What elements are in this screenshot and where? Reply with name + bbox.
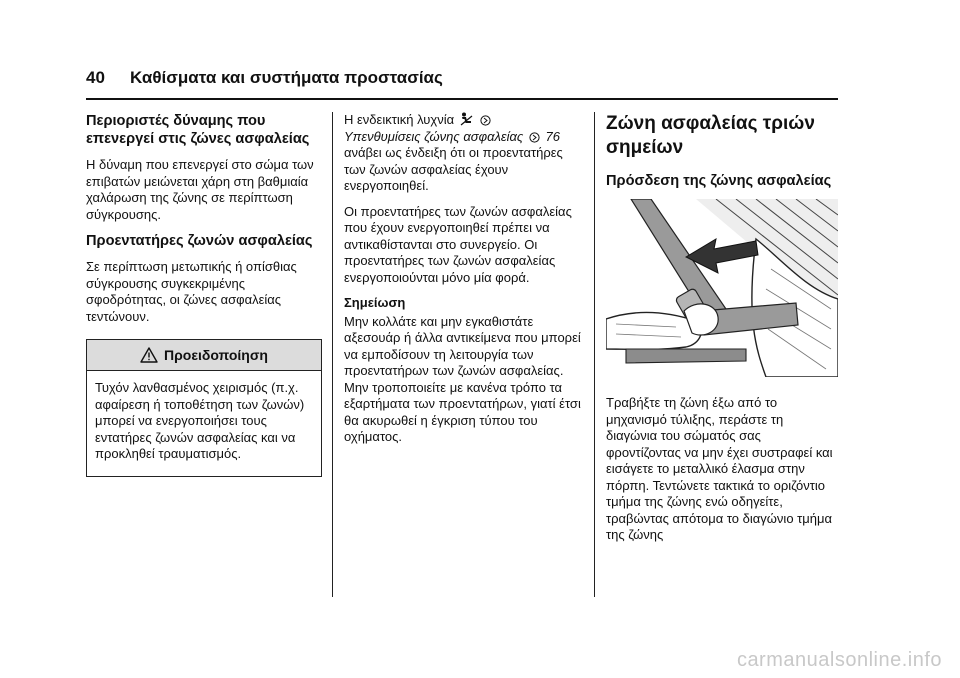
page-reference-icon xyxy=(529,132,540,143)
column-divider-2 xyxy=(594,112,595,597)
seat-belt-pretensioner-icon xyxy=(460,112,473,126)
paragraph-fastening-instructions: Τραβήξτε τη ζώνη έξω από το μηχανισμό τύλιξης, περάστε τη διαγώνια του σώματός σας φροντίζοντας να μην έχει συστραφεί και εισάγετε το μεταλλικό έλασμα στην πόρπη. Τεντώνετε τακτικά το οριζόντιο τμήμα της ζώνης ενώ οδηγείτε, τραβώντας απότομα το διαγώνιο τμήμα της ζώνης xyxy=(606,395,833,542)
paragraph-load-limiters: Η δύναμη που επενεργεί στο σώμα των επιβατών μειώνεται χάρη στη βαθμιαία χαλάρωση της ζώνης σε περίπτωση σύγκρουσης. xyxy=(86,157,314,222)
note-text: Μην κολλάτε και μην εγκαθιστάτε αξεσουάρ ή άλλα αντικείμενα που μπορεί να εμποδίσουν τη λειτουργία των προεντατήρων των ζωνών ασφαλείας. Μην τροποποιείτε με κανένα τρόπο τα εξαρτήματα των προεντατήρων, γιατί έτσι θα ακυρωθεί η έγκριση τύπου του οχήματος. xyxy=(344,313,581,444)
warning-header xyxy=(87,340,321,371)
note-label: Σημείωση xyxy=(344,295,406,310)
page-number: 40 xyxy=(86,68,105,87)
cross-reference-link[interactable]: Υπενθυμίσεις ζώνης ασφαλείας xyxy=(344,128,524,144)
section-heading-load-limiters: Περιοριστές δύναμης που επενεργεί στις ζώνες ασφαλείας xyxy=(86,113,310,147)
seat-belt-illustration xyxy=(606,199,838,377)
column-divider-1 xyxy=(332,112,333,597)
indicator-text-rest: ανάβει ως ένδειξη ότι οι προεντατήρες των ζωνών ασφαλείας έχουν ενεργοποιηθεί. xyxy=(344,145,563,193)
warning-body xyxy=(87,371,321,476)
section-title-three-point-belt: Ζώνη ασφαλείας τριών σημείων xyxy=(606,113,815,158)
warning-title: Προειδοποίηση xyxy=(164,347,268,363)
page-header xyxy=(86,68,443,88)
warning-box xyxy=(86,339,322,477)
cross-reference-page[interactable]: 76 xyxy=(545,128,560,144)
column-2 xyxy=(344,112,582,455)
indicator-text: Η ενδεικτική λυχνία xyxy=(344,112,455,127)
warning-triangle-icon xyxy=(140,347,158,363)
warning-text: Τυχόν λανθασμένος χειρισμός (π.χ. αφαίρεση ή τοποθέτηση των ζωνών) μπορεί να ενεργοποιήσει τους εντατήρες ζωνών ασφαλείας και να προκληθεί τραυματισμός. xyxy=(95,380,305,461)
chapter-title: Καθίσματα και συστήματα προστασίας xyxy=(130,68,443,87)
page-reference-icon xyxy=(480,115,491,126)
column-1 xyxy=(86,112,322,477)
paragraph-replacement: Οι προεντατήρες των ζωνών ασφαλείας που έχουν ενεργοποιηθεί πρέπει να αντικαθίστανται στο συνεργείο. Οι προεντατήρες των ζωνών ασφαλείας ενεργοποιούνται μόνο μία φορά. xyxy=(344,203,572,285)
header-rule xyxy=(86,98,838,100)
paragraph-pretensioners: Σε περίπτωση μετωπικής ή οπίσθιας σύγκρουσης συγκεκριμένης σφοδρότητας, οι ζώνες ασφαλείας τεντώνουν. xyxy=(86,259,297,324)
column-3 xyxy=(606,112,838,553)
watermark: carmanualsonline.info xyxy=(736,649,942,671)
section-heading-pretensioners: Προεντατήρες ζωνών ασφαλείας xyxy=(86,233,313,249)
subsection-heading-fastening: Πρόσδεση της ζώνης ασφαλείας xyxy=(606,173,832,189)
paragraph-indicator xyxy=(344,112,582,195)
